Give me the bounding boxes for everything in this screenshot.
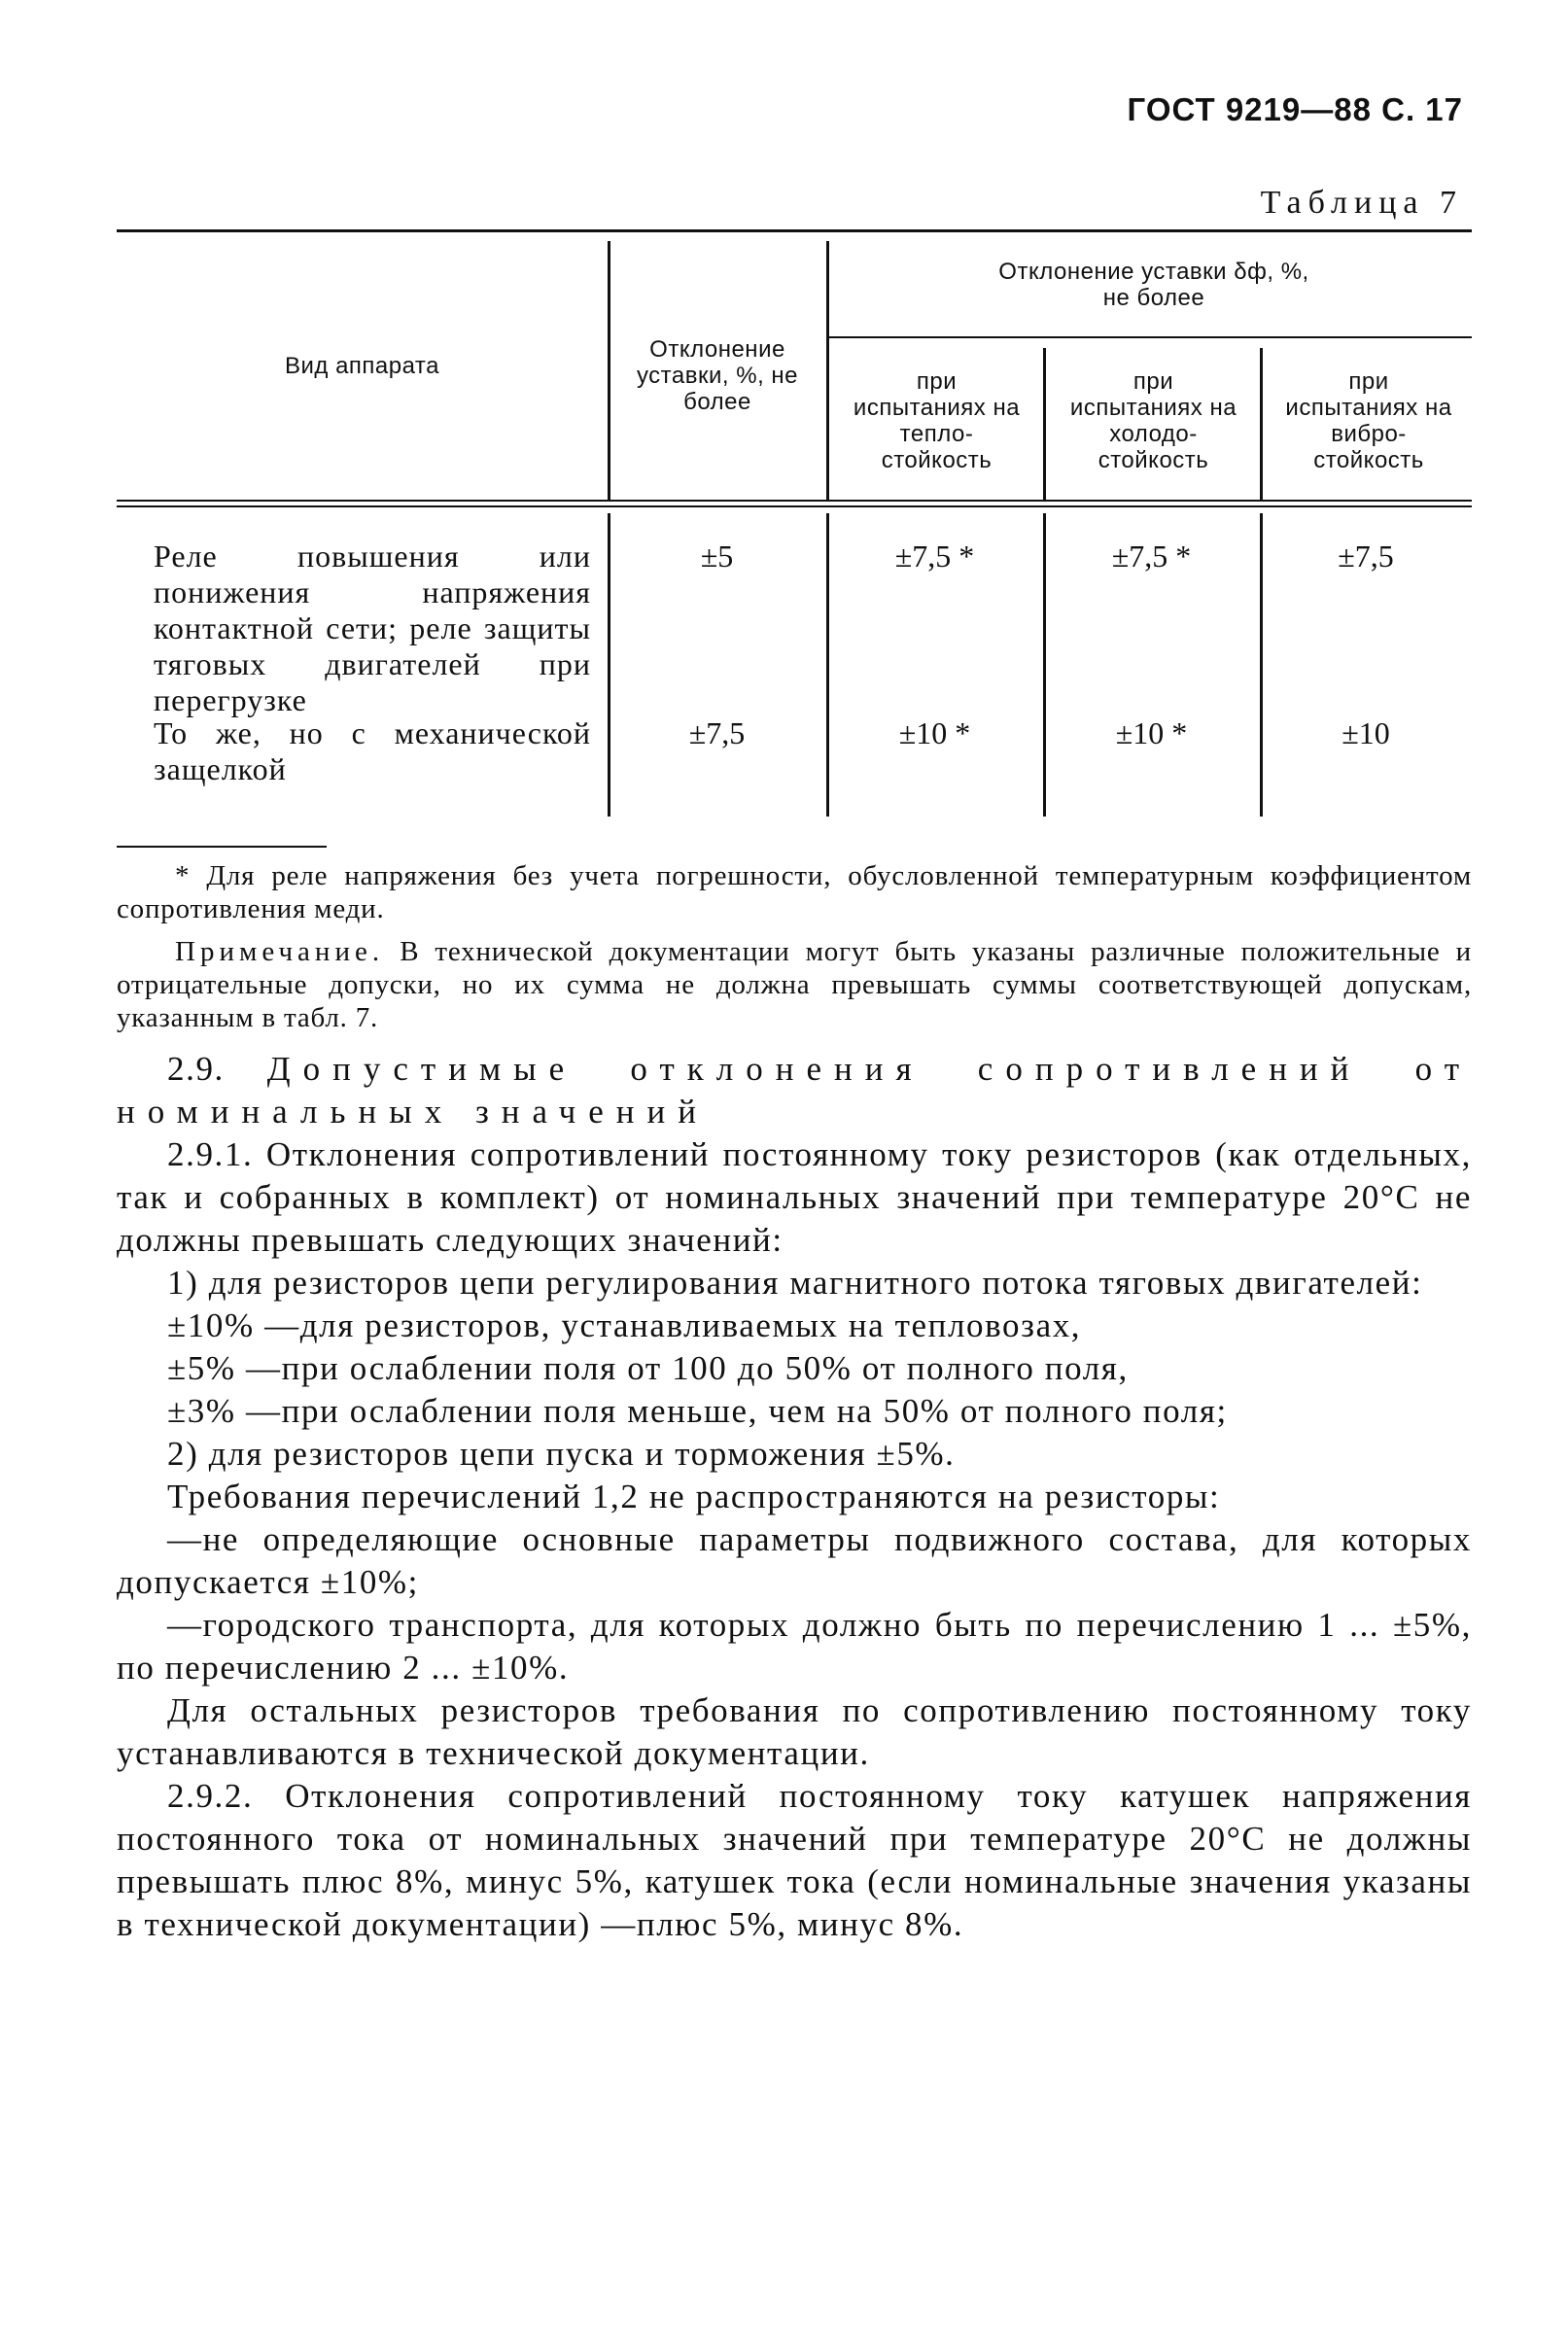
header-cold-resistance: при испытаниях на холодо-стойкость: [1069, 368, 1237, 473]
row-2-cold: ±10 *: [1115, 715, 1188, 750]
tolerance-5: ±5% —при ослаблении поля от 100 до 50% от полного поля,: [167, 1349, 1129, 1387]
note-text: В технической документации могут быть указаны различные положительные и отрицательные допуски, но их сумма не должна превышать суммы соответствующей допускам, указанным в табл. 7.: [117, 936, 1472, 1033]
header-vibration-resistance: при испытаниях на вибро-стойкость: [1285, 368, 1452, 473]
note-label: Примечание.: [175, 936, 385, 967]
exception-1: —не определяющие основные параметры подвижного состава, для которых допускается ±10%;: [117, 1520, 1472, 1601]
header-group-deviation: Отклонение уставки δф, %, не более: [998, 258, 1309, 311]
vrule-1-head: [608, 241, 610, 500]
main-text: [117, 1048, 1472, 1946]
section-number: 2.9.: [167, 1050, 225, 1088]
running-head: ГОСТ 9219—88 С. 17: [1127, 91, 1463, 127]
vrule-4-head: [1260, 348, 1263, 500]
table-caption: Таблица 7: [1260, 185, 1463, 221]
row-2-vibration: ±10: [1342, 715, 1390, 750]
header-rule-2: [117, 505, 1472, 507]
header-device-type: Вид аппарата: [284, 353, 439, 379]
list-item-2: 2) для резисторов цепи пуска и торможения ±5%.: [167, 1435, 956, 1473]
footnote-text: * Для реле напряжения без учета погрешности, обусловленной температурным коэффициентом сопротивления меди.: [117, 860, 1472, 924]
vrule-3-head: [1043, 348, 1046, 500]
paragraph-2-9-2: 2.9.2. Отклонения сопротивлений постоянному току катушек напряжения постоянного тока от номинальных значений при температуре 20°С не должны превышать плюс 8%, минус 5%, катушек тока (если номинальные значения указаны в технической документации) —плюс 5%, минус 8%.: [117, 1777, 1472, 1943]
list-item-1: 1) для резисторов цепи регулирования магнитного потока тяговых двигателей:: [167, 1264, 1423, 1302]
header-heat-resistance: при испытаниях на тепло-стойкость: [853, 368, 1021, 473]
row-1-device: Реле повышения или понижения напряжения контактной сети; реле защиты тяговых двигателей при перегрузке: [154, 539, 591, 717]
tolerance-10: ±10% —для резисторов, устанавливаемых на тепловозах,: [167, 1306, 1082, 1344]
deviation-table: [117, 229, 1472, 817]
tolerance-3: ±3% —при ослаблении поля меньше, чем на 50% от полного поля;: [167, 1392, 1228, 1430]
vrule-2-head: [826, 241, 829, 500]
row-1-cold: ±7,5 *: [1111, 539, 1192, 574]
row-1-heat: ±7,5 *: [894, 539, 975, 574]
row-1-setpoint: ±5: [700, 539, 734, 574]
footnote: [117, 859, 1472, 925]
group-header-rule: [829, 336, 1472, 338]
paragraph-2-9-1: 2.9.1. Отклонения сопротивлений постоянному току резисторов (как отдельных, так и собранных в комплект) от номинальных значений при температуре 20°С не должны превышать следующих значений:: [117, 1135, 1472, 1259]
section-title: Допустимые отклонения сопротивлений от номинальных значений: [117, 1050, 1472, 1131]
requirements-exception: Требования перечислений 1,2 не распространяются на резисторы:: [167, 1478, 1221, 1515]
other-resistors: Для остальных резисторов требования по сопротивлению постоянному току устанавливаются в технической документации.: [117, 1691, 1472, 1772]
footnote-rule: [117, 846, 327, 848]
section-heading: [117, 1048, 1472, 1133]
header-setpoint-deviation: Отклонение уставки, %, не более: [636, 335, 799, 415]
row-1-vibration: ±7,5: [1338, 539, 1394, 574]
row-2-heat: ±10 *: [898, 715, 971, 750]
exception-2: —городского транспорта, для которых должно быть по перечислению 1 ... ±5%, по перечислению 2 ... ±10%.: [117, 1606, 1472, 1687]
note: [117, 935, 1472, 1034]
row-2-device: То же, но с механической защелкой: [154, 715, 591, 786]
row-2-setpoint: ±7,5: [688, 715, 746, 750]
